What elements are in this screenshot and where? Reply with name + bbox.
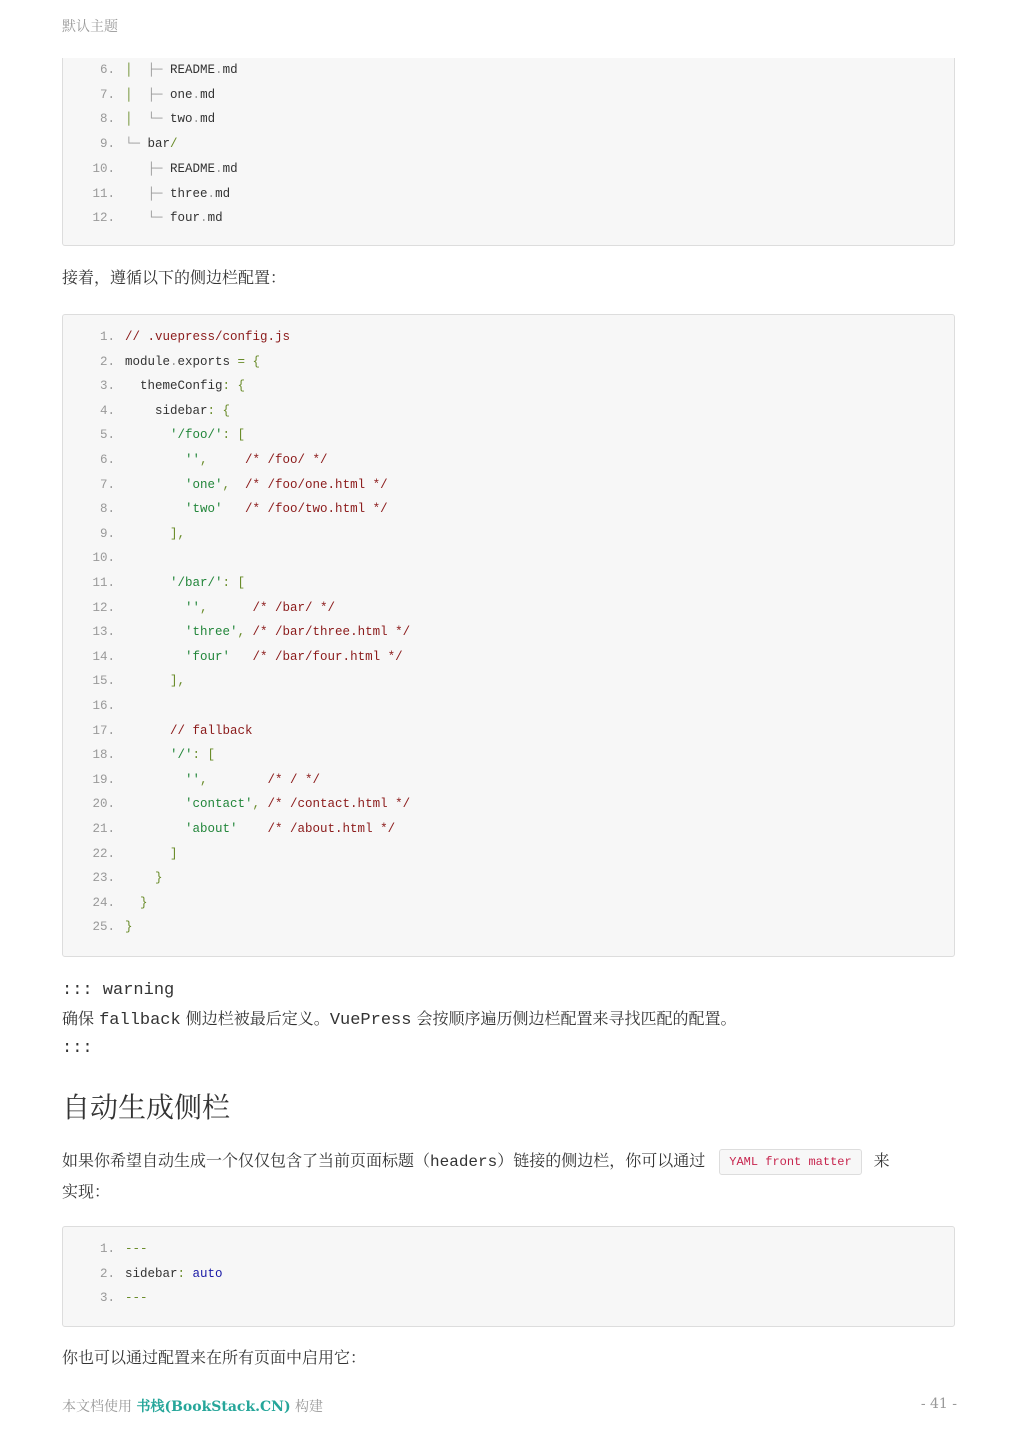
code-text: ], [125, 526, 186, 541]
code-headers: headers [430, 1153, 498, 1171]
code-line [63, 622, 954, 642]
line-number: 24. [92, 895, 115, 910]
line-number: 15. [92, 674, 115, 689]
code-vuepress: VuePress [329, 1011, 412, 1030]
code-line [63, 1288, 954, 1308]
code-line [63, 573, 954, 593]
line-number: 19. [92, 772, 115, 787]
code-line [63, 60, 954, 80]
code-line [63, 499, 954, 519]
code-text: ] [125, 846, 178, 861]
line-number: 2. [99, 354, 115, 369]
code-line [63, 450, 954, 470]
code-text: --- [125, 1242, 148, 1256]
code-text: sidebar: auto [125, 1266, 223, 1281]
line-number: 9. [99, 137, 115, 152]
line-number: 12. [92, 211, 115, 226]
warning-open: ::: warning [62, 981, 175, 1000]
code-text: // fallback [125, 723, 253, 738]
warning-close: ::: [62, 1039, 93, 1058]
line-number: 11. [92, 576, 115, 590]
code-text: // .vuepress/config.js [125, 330, 291, 344]
code-text: '/': [ [125, 748, 216, 763]
code-text: '', /* /bar/ */ [125, 600, 336, 615]
code-text: module.exports = { [125, 354, 261, 369]
footer-brand-link[interactable]: 书栈(BookStack.CN) [136, 1399, 291, 1415]
code-line [63, 425, 954, 445]
paragraph-sidebar-config: 接着，遵循以下的侧边栏配置： [62, 268, 287, 287]
code-text: │ └─ two.md [125, 112, 216, 127]
code-text: │ ├─ README.md [125, 63, 238, 77]
code-text: ├─ three.md [147, 186, 231, 201]
code-text: '/foo/': [ [125, 428, 246, 443]
warning-block [62, 977, 955, 1063]
code-line [63, 1239, 954, 1259]
code-text: └─ bar/ [125, 137, 178, 152]
code-text: 'three', /* /bar/three.html */ [125, 625, 411, 640]
line-number: 21. [92, 822, 115, 836]
code-block-file-tree [62, 58, 955, 246]
code-text: 'contact', /* /contact.html */ [125, 797, 411, 812]
line-number: 3. [99, 1291, 115, 1306]
inline-code-yaml-front-matter: YAML front matter [719, 1149, 861, 1175]
code-line [63, 327, 954, 347]
code-text: '/bar/': [ [125, 576, 246, 590]
line-number: 7. [99, 477, 115, 492]
code-text: } [125, 895, 148, 910]
line-number: 22. [92, 846, 115, 861]
code-line [63, 208, 954, 228]
paragraph-enable-all: 你也可以通过配置来在所有页面中启用它： [62, 1348, 367, 1367]
heading-auto-sidebar: 自动生成侧栏 [62, 1091, 231, 1124]
code-line [63, 770, 954, 790]
code-block-sidebar-config [62, 314, 955, 957]
line-number: 17. [92, 723, 115, 738]
line-number: 10. [92, 551, 115, 566]
code-line [63, 598, 954, 618]
code-text: 'four' /* /bar/four.html */ [125, 649, 403, 664]
code-line [63, 401, 954, 421]
line-number: 9. [99, 526, 115, 541]
code-line [63, 819, 954, 839]
code-line [63, 745, 954, 765]
code-line [63, 352, 954, 372]
code-text: └─ four.md [147, 211, 223, 226]
code-line [63, 721, 954, 741]
paragraph-auto-sidebar: 如果你希望自动生成一个仅仅包含了当前页面标题（headers）链接的侧边栏，你可以通过 YAML front matter 来 实现： [62, 1146, 955, 1206]
line-number: 20. [92, 797, 115, 812]
code-text: } [125, 920, 133, 935]
line-number: 18. [92, 748, 115, 763]
line-number: 23. [92, 871, 115, 886]
code-text: } [125, 871, 163, 886]
code-line [63, 109, 954, 129]
code-line [63, 85, 954, 105]
code-text: │ ├─ one.md [125, 87, 216, 102]
code-text: '', /* /foo/ */ [125, 453, 328, 467]
line-number: 2. [99, 1266, 115, 1281]
line-number: 7. [99, 87, 115, 102]
code-line [63, 868, 954, 888]
code-line [63, 917, 954, 937]
line-number: 8. [99, 112, 115, 127]
code-text: 'about' /* /about.html */ [125, 822, 396, 836]
code-line [63, 893, 954, 913]
warning-text: 确保 fallback 侧边栏被最后定义。VuePress 会按顺序遍历侧边栏配置来寻找匹配的配置。 [62, 1009, 737, 1030]
line-number: 25. [92, 920, 115, 935]
code-text: sidebar: { [125, 403, 231, 418]
code-text: --- [125, 1291, 148, 1306]
code-fallback: fallback [99, 1011, 181, 1030]
code-line [63, 134, 954, 154]
line-number: 10. [92, 161, 115, 176]
line-number: 4. [99, 403, 115, 418]
line-number: 1. [99, 1242, 115, 1256]
line-number: 6. [99, 453, 115, 467]
code-line [63, 159, 954, 179]
code-block-front-matter [62, 1226, 955, 1327]
code-text: ├─ README.md [147, 161, 238, 176]
line-number: 16. [92, 699, 115, 713]
line-number: 1. [99, 330, 115, 344]
line-number: 8. [99, 502, 115, 517]
footer-page-number: - 41 - [920, 1396, 957, 1412]
line-number: 14. [92, 649, 115, 664]
code-line [63, 548, 954, 568]
line-number: 5. [99, 428, 115, 443]
page-header-theme: 默认主题 [62, 19, 118, 35]
code-text: themeConfig: { [125, 379, 246, 394]
code-text: 'two' /* /foo/two.html */ [125, 502, 388, 517]
code-line [63, 671, 954, 691]
code-text: '', /* / */ [125, 772, 321, 787]
line-number: 11. [92, 186, 115, 201]
code-line [63, 524, 954, 544]
code-line [63, 1264, 954, 1284]
code-line [63, 844, 954, 864]
code-line [63, 376, 954, 396]
code-line [63, 794, 954, 814]
footer-credit: 本文档使用 书栈(BookStack.CN) 构建 [62, 1399, 324, 1415]
code-text: 'one', /* /foo/one.html */ [125, 477, 388, 492]
code-text: ], [125, 674, 186, 689]
line-number: 13. [92, 625, 115, 640]
code-line [63, 647, 954, 667]
code-line [63, 475, 954, 495]
code-line [63, 696, 954, 716]
code-line [63, 184, 954, 204]
line-number: 3. [99, 379, 115, 394]
line-number: 12. [92, 600, 115, 615]
line-number: 6. [99, 63, 115, 77]
